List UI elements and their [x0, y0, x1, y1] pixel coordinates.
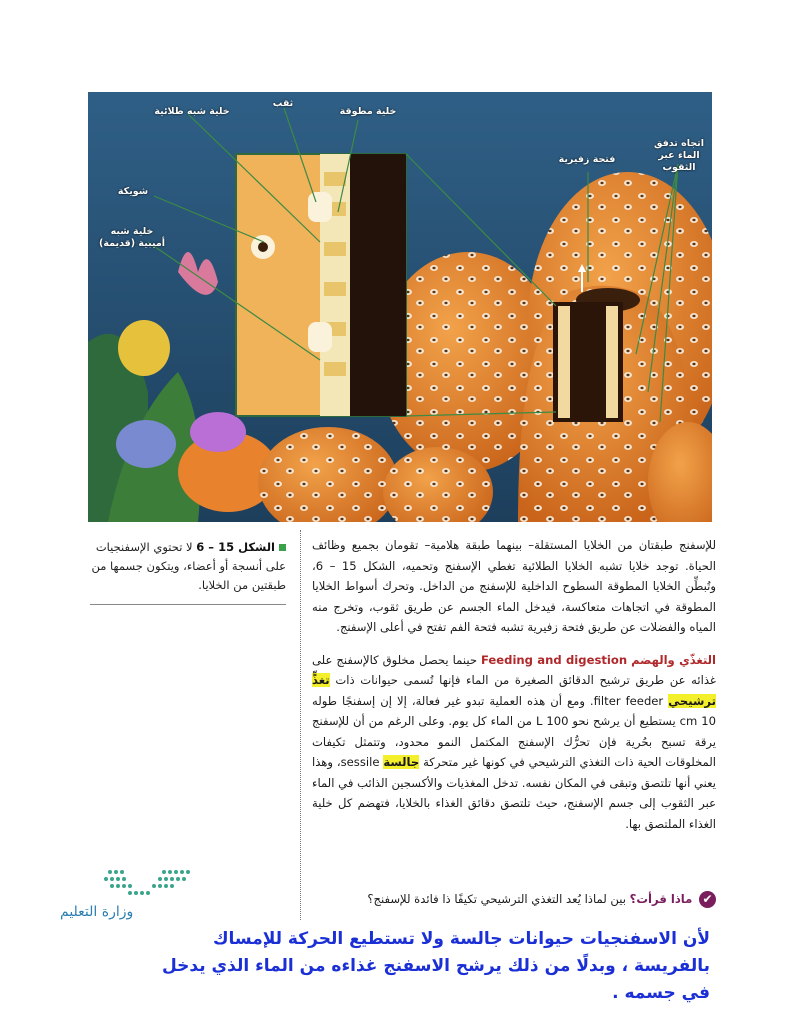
term-sessile-en: sessile [340, 755, 380, 769]
paragraph-structure: للإسفنج طبقتان من الخلايا المستقلة– بينهما طبقة هلامية– تقومان بجميع وظائف الحياة. توجد خلايا تشبه الخلايا الطلائية تغطي الإسفنج وتحميه، الشكل 15 – 6، وتُبطِّن الخلايا المطوقة السطوح الداخلية للإسفنج من الداخل. وتحرك أسواط الخلايا المطوقة في اتجاهات متعاكسة، فيدخل الماء الجسم عن طريق ثقوب، وتخرج منه المياه والفضلات عن طريق فتحة زفيرية تشبه فتحة الفم تفتح في أعلى الإسفنج. [312, 538, 716, 634]
caption-divider [90, 604, 286, 605]
term-filter-feeder: تغذٍّ ترشيحي [312, 673, 716, 708]
heading-feeding-ar: التغذّي والهضم [631, 652, 717, 667]
caption-marker [279, 544, 286, 551]
reading-check-question: بين لماذا يُعد التغذي الترشيحي تكيفًا ذا فائدة للإسفنج؟ [367, 892, 626, 906]
term-sessile: جالسة [383, 755, 420, 769]
main-text [312, 535, 716, 846]
label-amoebocyte: خلية شبه أميبية (قديمة) [99, 226, 165, 249]
label-water-flow: اتجاه تدفق الماء عبر الثقوب [654, 138, 704, 173]
heading-feeding-en: Feeding and digestion [480, 652, 628, 667]
label-pinacocyte: خلية شبه طلائية [154, 106, 230, 117]
feeding-text-c: ، وهذا يعني أنها تلتصق وتبقى في المكان نفسه. تدخل المغذيات والأكسجين الذائب في الماء عبر الثقوب إلى جسم الإسفنج، حيث تلتصق دقائق الغذاء بالخلايا، فتهضم كل خلية الغذاء الملتصق بها. [312, 755, 716, 831]
checkmark-icon: ✔ [699, 891, 716, 908]
reading-check [318, 889, 716, 909]
ministry-logo-text: وزارة التعليم [60, 904, 134, 920]
paragraph-feeding [312, 650, 716, 835]
reading-check-label: ماذا قرأت؟ [629, 892, 693, 906]
figure-caption [90, 538, 286, 595]
answer-text: لأن الاسفنجيات حيوانات جالسة ولا تستطيع الحركة للإمساك بالفريسة ، وبدلًا من ذلك يرشح الاسفنج غذاءه من الماء الذي يدخل في جسمه . [162, 929, 710, 1003]
label-collar-cell: خلية مطوقة [339, 106, 397, 117]
label-pore: ثقب [272, 98, 294, 109]
label-spicule: شويكة [117, 186, 149, 197]
label-osculum: فتحة زفيرية [558, 154, 616, 165]
term-filter-feeder-en: filter feeder [593, 693, 664, 708]
feeding-text-a: حينما يحصل مخلوق كالإسفنج على غذائه عن طريق ترشيح الدقائق الصغيرة من الماء فإنها تُسمى حيوانات ذات [312, 652, 716, 687]
feeding-text-b: . ومع أن هذه العملية تبدو غير فعالة، إلا إن إسفنجًا طوله 10 cm يستطيع أن يرشح نحو 100 L من الماء كل يوم. وعلى الرغم من أن للإسفنج يرقة تسبح بحُرية فإن تحرُّك الإسفنج المكتمل النمو محدود، وتتمثل تكيفات المخلوقات الحية ذات التغذي الترشيحي في كونها غير متحركة [312, 693, 717, 769]
column-divider [300, 530, 301, 920]
caption-ref: الشكل 15 – 6 [196, 540, 275, 554]
caption-text: لا تحتوي الإسفنجيات على أنسجة أو أعضاء، ويتكون جسمها من طبقتين من الخلايا. [91, 540, 286, 592]
sponge-illustration [88, 92, 712, 522]
ministry-logo-icon [64, 866, 214, 906]
